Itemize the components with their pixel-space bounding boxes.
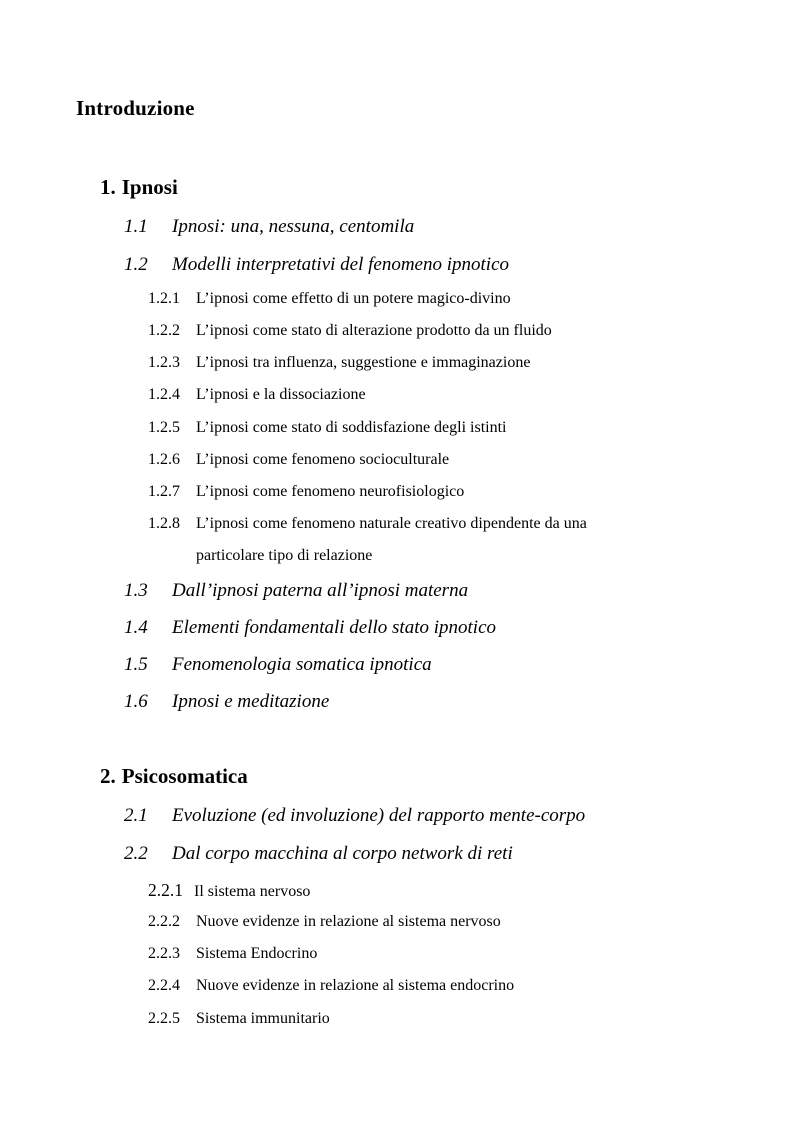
section-title: Fenomenologia somatica ipnotica [172,654,432,675]
toc-section-1-5 [124,654,432,676]
subsection-number: 1.2.5 [148,419,180,436]
subsection-number: 2.2.4 [148,977,180,994]
toc-subsection-2-2-3 [148,945,317,963]
chapter-number: 1. [100,175,116,199]
toc-section-1-2 [124,254,509,276]
toc-subsection-2-2-4 [148,977,514,995]
subsection-number: 1.2.4 [148,386,180,403]
subsection-number: 1.2.3 [148,354,180,371]
subsection-title: Sistema Endocrino [196,945,318,962]
toc-section-2-1 [124,805,585,827]
toc-section-1-1 [124,216,414,238]
section-title: Dal corpo macchina al corpo network di reti [172,843,513,864]
subsection-number: 2.2.3 [148,945,180,962]
chapter-title: Psicosomatica [121,764,248,788]
subsection-title: L’ipnosi come fenomeno neurofisiologico [196,483,465,500]
subsection-number: 1.2.6 [148,451,180,468]
subsection-title: L’ipnosi come effetto di un potere magico-divino [196,290,511,307]
chapter-number: 2. [100,764,116,788]
toc-subsection-1-2-7 [148,483,464,501]
subsection-title: L’ipnosi come stato di soddisfazione degli istinti [196,419,507,436]
toc-chapter-1 [100,175,178,200]
toc-subsection-1-2-6 [148,451,449,469]
toc-subsection-2-2-5 [148,1010,330,1028]
section-number: 2.2 [124,843,148,864]
toc-section-1-6 [124,691,329,713]
toc-subsection-1-2-5 [148,419,506,437]
subsection-title: Nuove evidenze in relazione al sistema nervoso [196,913,501,930]
section-number: 1.1 [124,216,148,237]
section-number: 1.4 [124,617,148,638]
subsection-title: Il sistema nervoso [194,883,311,900]
section-title: Ipnosi: una, nessuna, centomila [172,216,415,237]
subsection-title: Sistema immunitario [196,1010,330,1027]
section-number: 1.2 [124,254,148,275]
subsection-number: 2.2.1 [148,880,183,900]
toc-chapter-2 [100,764,248,789]
section-title: Evoluzione (ed involuzione) del rapporto mente-corpo [172,805,586,826]
subsection-title: L’ipnosi tra influenza, suggestione e immaginazione [196,354,531,371]
section-title: Ipnosi e meditazione [172,691,330,712]
subsection-title: Nuove evidenze in relazione al sistema endocrino [196,977,515,994]
toc-section-2-2 [124,843,513,865]
toc-subsection-1-2-4 [148,386,366,404]
subsection-title: L’ipnosi come stato di alterazione prodotto da un fluido [196,322,552,339]
section-number: 1.5 [124,654,148,675]
toc-subsection-1-2-1 [148,290,511,308]
toc-subsection-2-2-2 [148,913,501,931]
subsection-title: L’ipnosi come fenomeno socioculturale [196,451,450,468]
section-number: 1.3 [124,580,148,601]
section-title: Elementi fondamentali dello stato ipnotico [172,617,497,638]
toc-entry-introduzione: Introduzione [76,96,195,120]
chapter-title: Ipnosi [121,175,178,199]
toc-subsection-1-2-3 [148,354,530,372]
toc-subsection-1-2-2 [148,322,552,340]
section-number: 2.1 [124,805,148,826]
toc-section-1-4 [124,617,496,639]
section-number: 1.6 [124,691,148,712]
toc-subsection-2-2-1 [148,880,310,901]
subsection-title: L’ipnosi come fenomeno naturale creativo dipendente da una [196,515,587,532]
subsection-number: 1.2.7 [148,483,180,500]
toc-subsection-1-2-8-continuation: particolare tipo di relazione [196,547,373,564]
subsection-number: 2.2.5 [148,1010,180,1027]
section-title: Modelli interpretativi del fenomeno ipnotico [172,254,509,275]
section-title: Dall’ipnosi paterna all’ipnosi materna [172,580,469,601]
subsection-number: 1.2.1 [148,290,180,307]
subsection-number: 1.2.8 [148,515,180,532]
toc-subsection-1-2-8 [148,515,587,533]
subsection-number: 2.2.2 [148,913,180,930]
toc-section-1-3 [124,580,468,602]
subsection-title: L’ipnosi e la dissociazione [196,386,366,403]
subsection-number: 1.2.2 [148,322,180,339]
